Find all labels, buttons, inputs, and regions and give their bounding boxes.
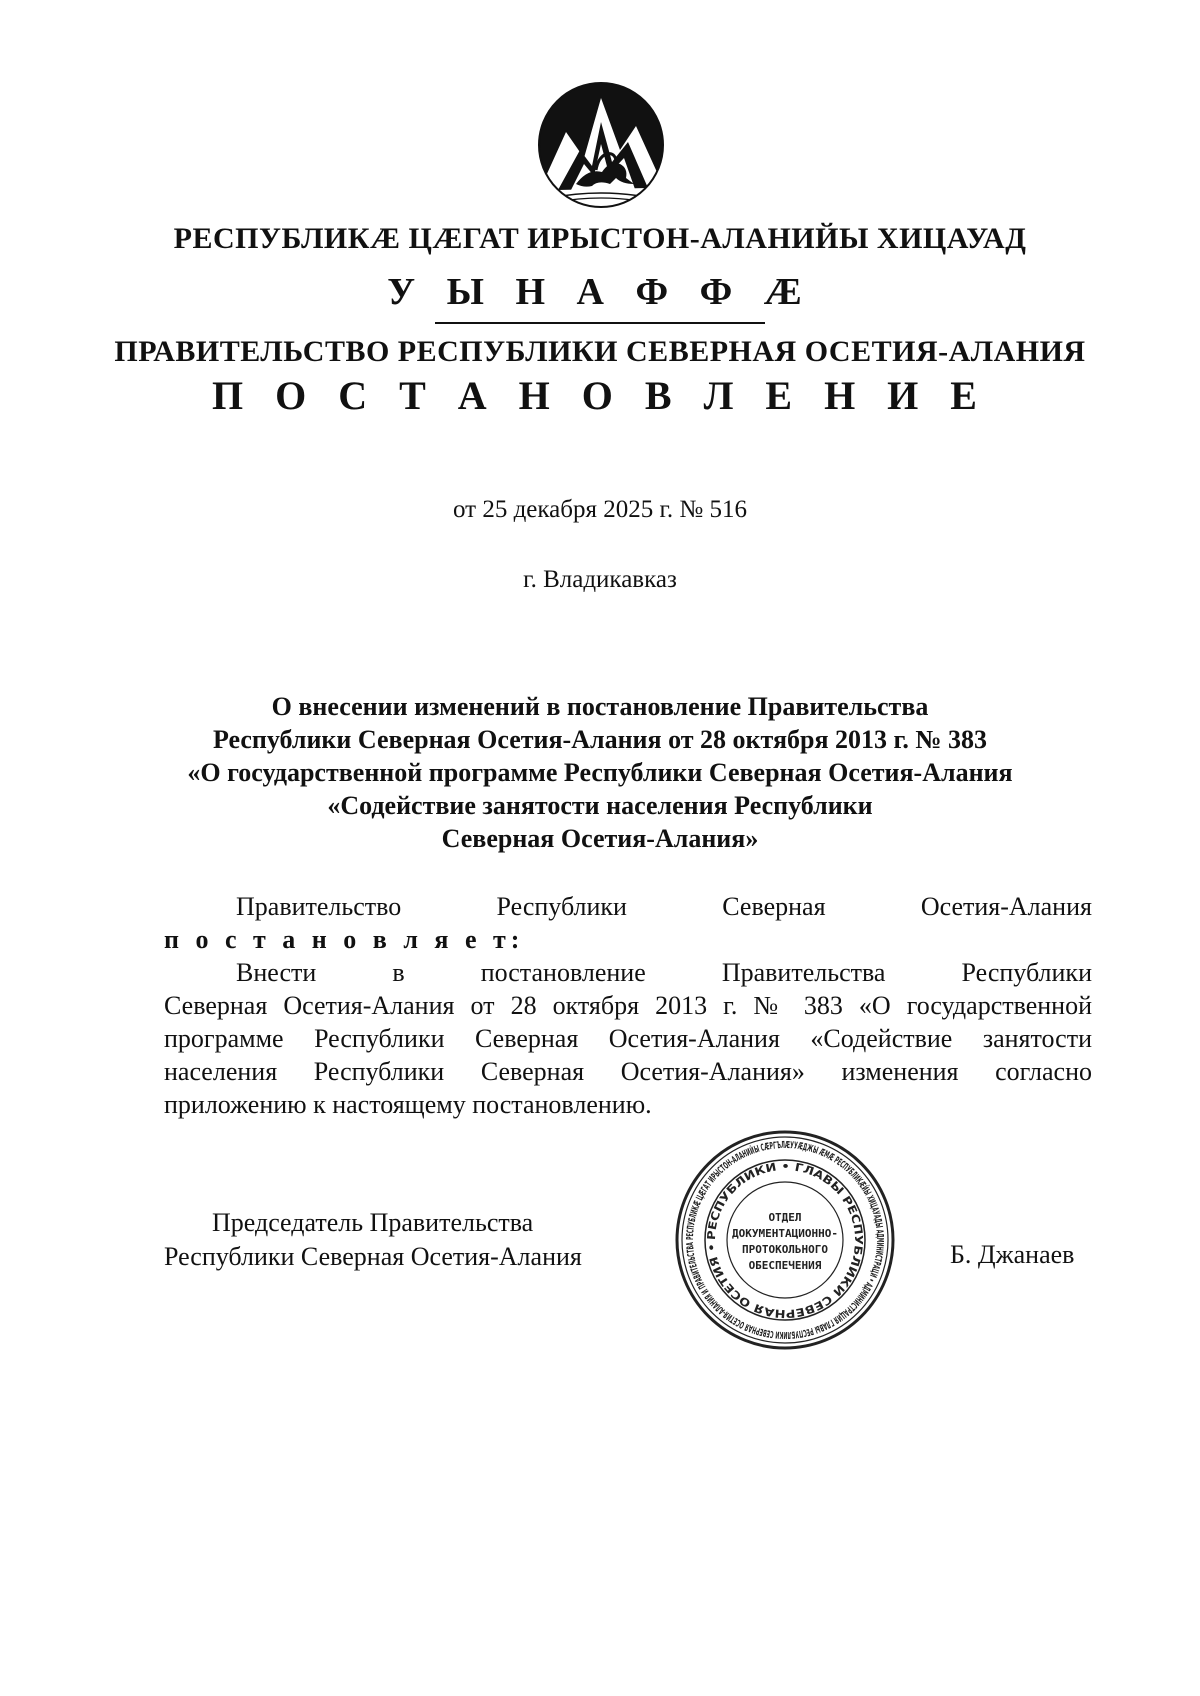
intro-line — [164, 890, 1092, 923]
paragraph-first-line — [164, 956, 1092, 989]
official-seal-stamp — [670, 1125, 900, 1355]
seal-outer-text: РЕСПУБЛИКÆ ЦÆГАТ ИРЫСТОН-АЛАНИЙЫ СÆРГЪЛÆУУÆДЖЫ ÆМÆ РЕСПУБЛИКÆЙЫ ХИЦАУАДЫ АДМИНИСТРАЦИ • АДМИНИСТРАЦИЯ ГЛАВЫ РЕСПУБЛИКИ СЕВЕРНАЯ ОСЕТИЯ-АЛАНИЯ И ПРАВИТЕЛЬСТВА — [684, 1139, 886, 1341]
seal-inner-text: РЕСПУБЛИКИ • ГЛАВЫ РЕСПУБЛИКИ СЕВЕРНАЯ ОСЕТИЯ • — [704, 1159, 866, 1321]
body-word: постановление — [480, 958, 646, 987]
signatory-name: Б. Джанаев — [950, 1240, 1075, 1269]
header-divider — [435, 322, 765, 324]
title-line: «Содействие занятости населения Республики — [327, 791, 873, 820]
title-line: Северная Осетия-Алания» — [441, 824, 759, 853]
document-body — [164, 890, 1092, 1121]
russian-government-heading: ПРАВИТЕЛЬСТВО РЕСПУБЛИКИ СЕВЕРНАЯ ОСЕТИЯ-АЛАНИЯ — [114, 335, 1086, 368]
seal-center-line: ОБЕСПЕЧЕНИЯ — [748, 1259, 822, 1272]
paragraph-last-line: приложению к настоящему постановлению. — [164, 1090, 652, 1119]
body-word: Республики — [496, 892, 627, 921]
body-word: Республики — [961, 958, 1092, 987]
ossetian-government-heading: РЕСПУБЛИКÆ ЦÆГАТ ИРЫСТОН-АЛАНИЙЫ ХИЦАУАД — [173, 222, 1027, 255]
signatory-position — [164, 1206, 582, 1274]
body-word: в — [392, 958, 405, 987]
seal-center-line: ДОКУМЕНТАЦИОННО- — [732, 1227, 838, 1240]
title-line: «О государственной программе Республики Северная Осетия-Алания — [187, 758, 1013, 787]
paragraph-line: населения Республики Северная Осетия-Алания» изменения согласно — [164, 1057, 1092, 1086]
document-title — [0, 690, 1200, 855]
signatory-position-line: Республики Северная Осетия-Алания — [164, 1242, 582, 1271]
signatory-position-line: Председатель Правительства — [212, 1208, 534, 1237]
decree-verb: п о с т а н о в л я е т: — [164, 925, 525, 954]
document-city: г. Владикавказ — [523, 566, 677, 593]
seal-center-line: ОТДЕЛ — [768, 1211, 802, 1224]
title-line: О внесении изменений в постановление Правительства — [271, 692, 929, 721]
body-word: Осетия-Алания — [920, 892, 1092, 921]
title-line: Республики Северная Осетия-Алания от 28 октября 2013 г. № 383 — [212, 725, 988, 754]
russian-document-type: П О С Т А Н О В Л Е Н И Е — [212, 373, 988, 418]
paragraph-line: Северная Осетия-Алания от 28 октября 2013 г. № 383 «О государственной — [164, 991, 1092, 1020]
body-word: Внести — [236, 958, 317, 987]
body-word: Правительство — [236, 892, 402, 921]
body-word: Правительства — [721, 958, 886, 987]
coat-of-arms-emblem — [536, 80, 666, 210]
document-date-number: от 25 декабря 2025 г. № 516 — [452, 496, 748, 523]
paragraph-line: программе Республики Северная Осетия-Алания «Содействие занятости — [164, 1024, 1092, 1053]
seal-center-line: ПРОТОКОЛЬНОГО — [741, 1243, 829, 1256]
ossetian-document-type: У Ы Н А Ф Ф Æ — [387, 271, 813, 313]
body-word: Северная — [722, 892, 826, 921]
